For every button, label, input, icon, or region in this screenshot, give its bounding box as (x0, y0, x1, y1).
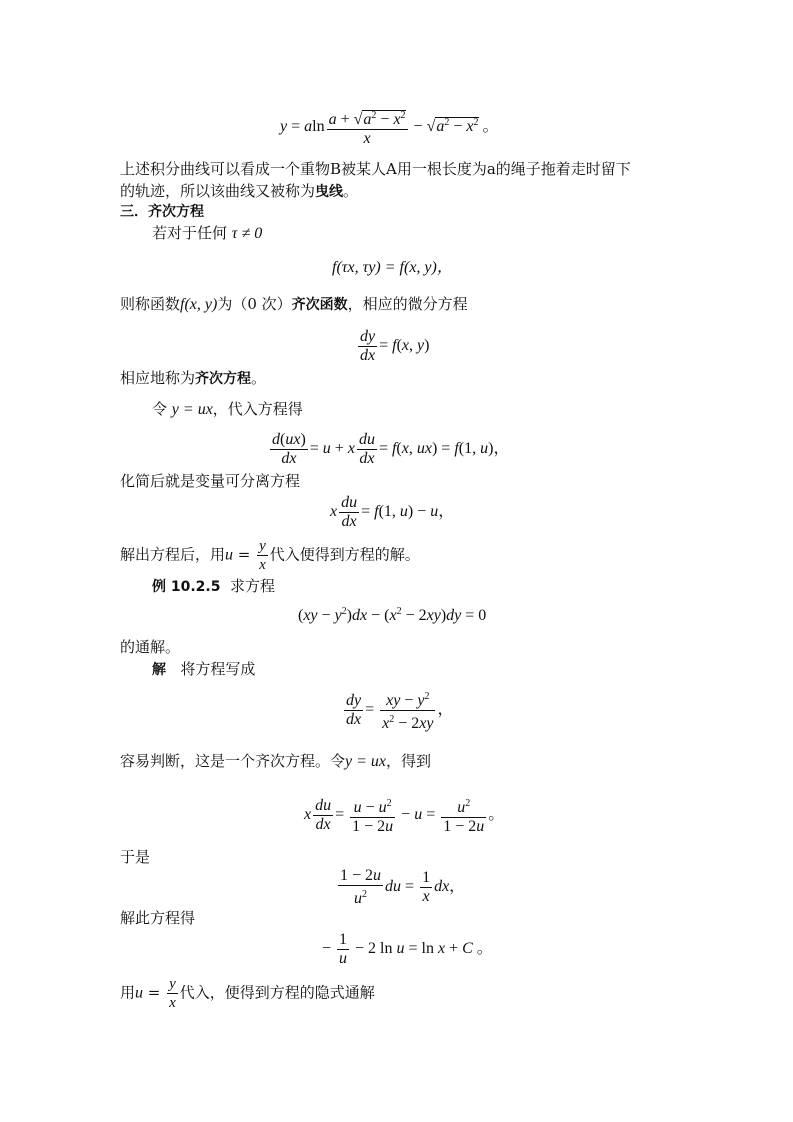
eq-fraction: $\frac{d(ux)}{dx}$ (272, 431, 306, 467)
text: 的轨迹，所以该曲线又被称为 (120, 182, 316, 200)
equation-separable: x $\frac{du}{dx}$ = f(1, u) − u， (330, 494, 455, 530)
term-tractrix: 曳线 (315, 184, 344, 200)
text: 相应地称为 (120, 369, 196, 387)
example-label: 例 10.2.5 (152, 579, 221, 595)
text: 容易判断，这是一个齐次方程。令 (120, 752, 346, 770)
paragraph-simplify: 化简后就是变量可分离方程 (120, 472, 301, 490)
eq-fraction: $\frac{1}{u}$ (339, 931, 348, 967)
tau-condition: τ ≠ 0 (231, 225, 263, 242)
solution-label: 解 (152, 662, 166, 678)
text: ，代入方程得 (212, 400, 303, 418)
paragraph-general-solution: 的通解。 (120, 638, 181, 656)
text: 令 (152, 400, 168, 418)
equation-rewrite: $\frac{dy}{dx}$ = $\frac{xy - y^2}{x^2 - 2xy}$ ， (342, 688, 454, 733)
u-fraction: $\frac{y}{x}$ (169, 976, 176, 1011)
substitution: y = ux (345, 753, 387, 770)
equation-dydx: $\frac{dy}{dx}$ = f(x, y) (360, 328, 430, 364)
paragraph-called (120, 368, 266, 389)
section-heading: 三．齐次方程 (120, 204, 204, 220)
solution-line (152, 659, 255, 680)
text: 。 (343, 182, 359, 200)
paragraph-any-tau (152, 223, 262, 244)
equation-xdudx: x $\frac{du}{dx}$ = $\frac{u - u^2}{1 - 2u}$ − u = $\frac{u^2}{1 - 2u}$ 。 (304, 797, 505, 835)
eq-fraction: $\frac{dy}{dx}$ (360, 328, 376, 364)
text: 则称函数 (120, 295, 181, 313)
text: ，相应的微分方程 (347, 295, 468, 313)
eq-fraction: $\frac{a + √a^2 - x^2}{x}$ (327, 107, 408, 148)
equation-substitution: $\frac{d(ux)}{dx}$ = u + x $\frac{du}{dx}$ = f(x, ux) = f(1, u)， (272, 431, 510, 467)
eq-fraction: $\frac{du}{dx}$ (315, 797, 332, 833)
paragraph-so: 于是 (120, 848, 151, 866)
paragraph-let (152, 399, 303, 420)
u-fraction: $\frac{y}{x}$ (259, 538, 266, 573)
paragraph-final: 用u = $\frac{y}{x}$ 代入，便得到方程的隐式通解 (120, 976, 375, 1011)
equation-homog-func (332, 254, 453, 277)
substitution: y = ux (171, 401, 213, 418)
eq-fraction: $\frac{du}{dx}$ (341, 494, 358, 530)
equation-integrated: − $\frac{1}{u}$ − 2 ln u = ln x + C 。 (322, 931, 493, 967)
paragraph-tractrix-1: 上述积分曲线可以看成一个重物B被某人A用一根长度为a的绳子拖着走时留下 (120, 160, 631, 178)
text: 用 (120, 983, 136, 1002)
paragraph-easy-judge (120, 751, 431, 772)
text: 将方程写成 (180, 660, 256, 678)
text: 代入便得到方程的解。 (269, 545, 420, 564)
text: 若对于任何 (152, 224, 228, 242)
paragraph-solve: 解出方程后，用u = $\frac{y}{x}$ 代入便得到方程的解。 (120, 538, 420, 573)
equation-text: f(τx, τy) = f(x, y)， (332, 259, 453, 276)
equation-separated: $\frac{1 - 2u}{u^2}$ du = $\frac{1}{x}$ dx， (340, 867, 466, 907)
paragraph-tractrix-2 (120, 181, 358, 202)
text: 代入，便得到方程的隐式通解 (179, 983, 375, 1002)
example-line (152, 576, 275, 597)
term-homog-func: 齐次函数 (291, 297, 348, 313)
eq-fraction: $\frac{dy}{dx}$ (346, 692, 362, 728)
eq-fraction: $\frac{1 - 2u}{u^2}$ (340, 867, 382, 907)
text: 为（0 次） (217, 295, 292, 313)
equation-tractrix: y = aln $\frac{a + √a^2 - x^2}{x}$ − $√a^2 - x^2$ 。 (280, 107, 499, 148)
term-homog-eq: 齐次方程 (195, 371, 252, 387)
text: 求方程 (230, 577, 276, 595)
f-xy: f(x, y) (180, 296, 218, 313)
text: 。 (251, 369, 267, 387)
eq-lhs: y (280, 118, 288, 136)
equation-example: $(xy - y^2)dx - (x^2 - 2xy)dy = 0$ (298, 606, 487, 624)
paragraph-solve-this: 解此方程得 (120, 909, 196, 927)
text: ，得到 (386, 752, 432, 770)
text: 解出方程后，用 (120, 545, 226, 564)
paragraph-then-call (120, 294, 468, 315)
